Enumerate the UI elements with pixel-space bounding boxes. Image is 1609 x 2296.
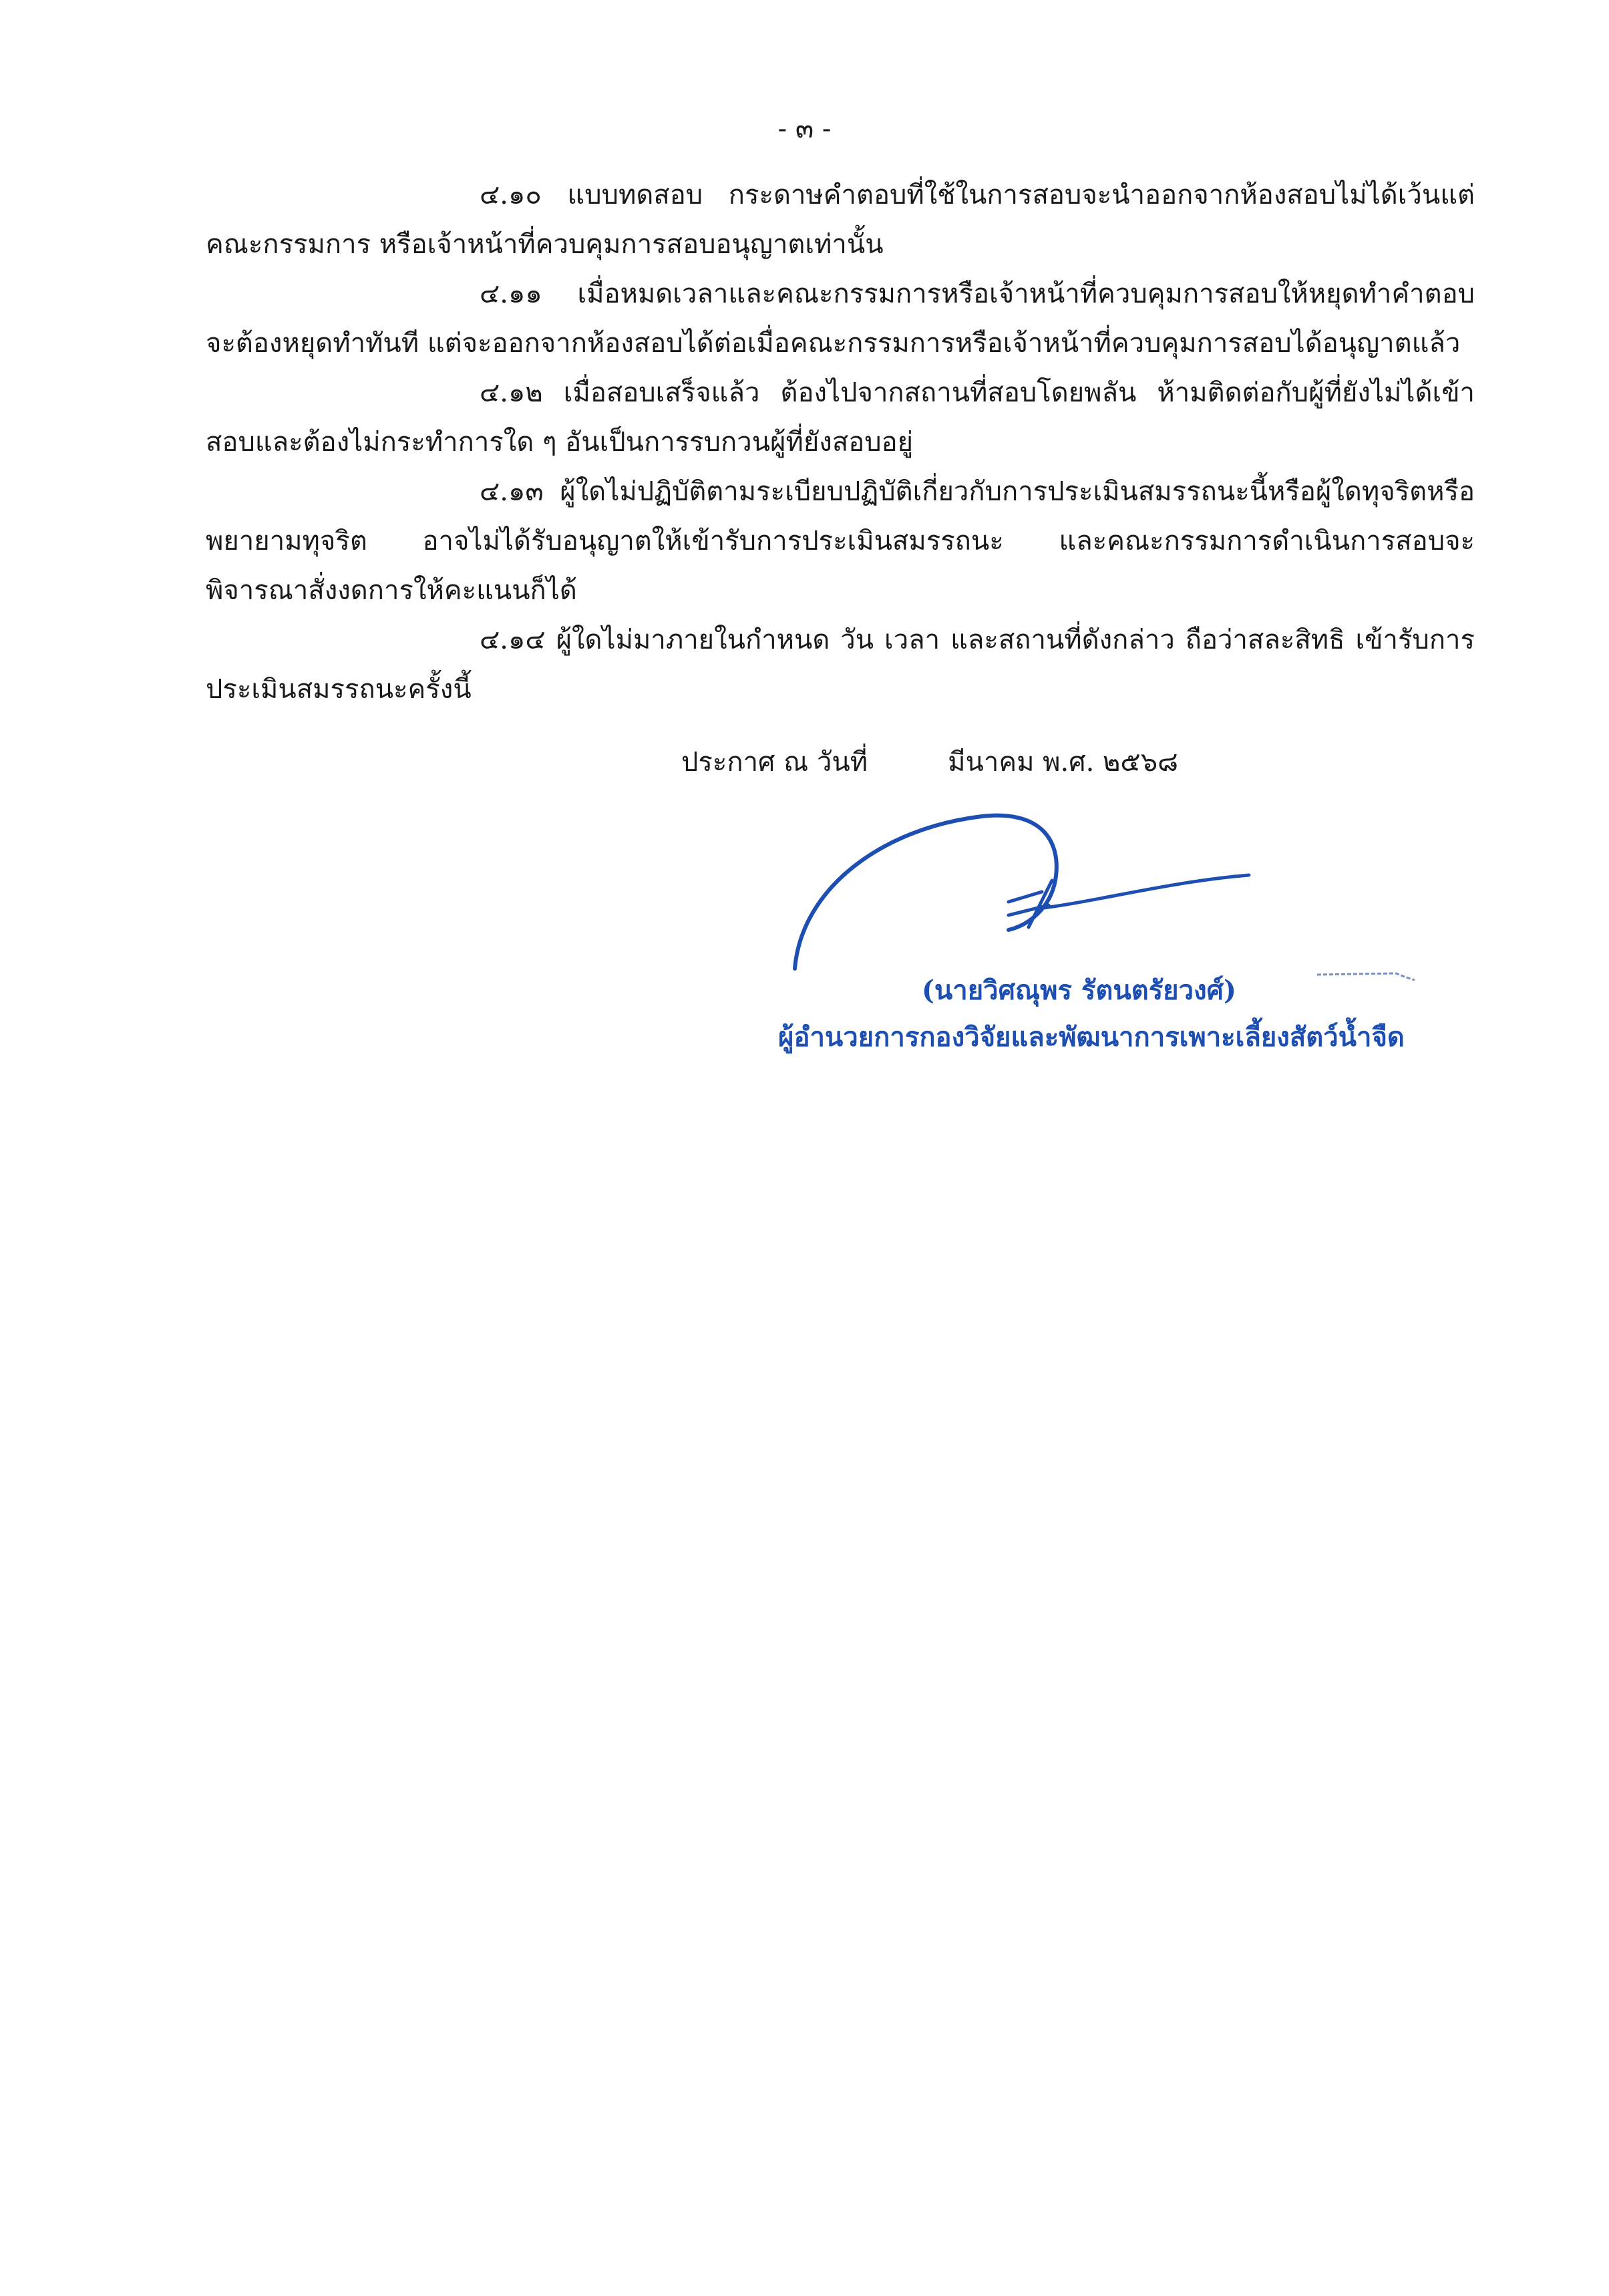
signature-cross-stroke — [1009, 875, 1249, 927]
announcement-date-line — [681, 740, 1178, 783]
announcement-prefix: ประกาศ ณ วันที่ — [681, 747, 868, 778]
page-number: - ๓ - — [777, 114, 832, 144]
signer-title: ผู้อำนวยการกองวิจัยและพัฒนาการเพาะเลี้ยงสัตว์น้ำจืด — [778, 1021, 1405, 1053]
stamp-mark — [1316, 967, 1416, 981]
paragraph-4-11: ๔.๑๑ เมื่อหมดเวลาและคณะกรรมการหรือเจ้าหน้าที่ควบคุมการสอบให้หยุดทำคำตอบ จะต้องหยุดทำทันที แต่จะออกจากห้องสอบได้ต่อเมื่อคณะกรรมการหรือเจ้าหน้าที่ควบคุมการสอบได้อนุญาตแล้ว — [206, 279, 1475, 359]
document-body — [206, 170, 1475, 714]
announcement-month-year: มีนาคม พ.ศ. ๒๕๖๘ — [948, 747, 1178, 778]
paragraph-4-13: ๔.๑๓ ผู้ใดไม่ปฏิบัติตามระเบียบปฏิบัติเกี่ยวกับการประเมินสมรรถนะนี้หรือผู้ใดทุจริตหรือพยายามทุจริต อาจไม่ได้รับอนุญาตให้เข้ารับการประเมินสมรรถนะ และคณะกรรมการดำเนินการสอบจะพิจารณาสั่งงดการให้คะแนนก็ได้ — [206, 476, 1475, 606]
signature-main-stroke — [795, 816, 1057, 969]
paragraph-4-10: ๔.๑๐ แบบทดสอบ กระดาษคำตอบที่ใช้ในการสอบจะนำออกจากห้องสอบไม่ได้เว้นแต่คณะกรรมการ หรือเจ้าหน้าที่ควบคุมการสอบอนุญาตเท่านั้น — [206, 180, 1475, 260]
signer-name: (นายวิศณุพร รัตนตรัยวงศ์) — [922, 975, 1236, 1006]
handwritten-signature — [781, 802, 1262, 989]
paragraph-4-14: ๔.๑๔ ผู้ใดไม่มาภายในกำหนด วัน เวลา และสถานที่ดังกล่าว ถือว่าสละสิทธิ เข้ารับการประเมินสมรรถนะครั้งนี้ — [206, 625, 1475, 705]
paragraph-4-12: ๔.๑๒ เมื่อสอบเสร็จแล้ว ต้องไปจากสถานที่สอบโดยพลัน ห้ามติดต่อกับผู้ที่ยังไม่ได้เข้าสอบและต้องไม่กระทำการใด ๆ อันเป็นการรบกวนผู้ที่ยังสอบอยู่ — [206, 377, 1475, 458]
